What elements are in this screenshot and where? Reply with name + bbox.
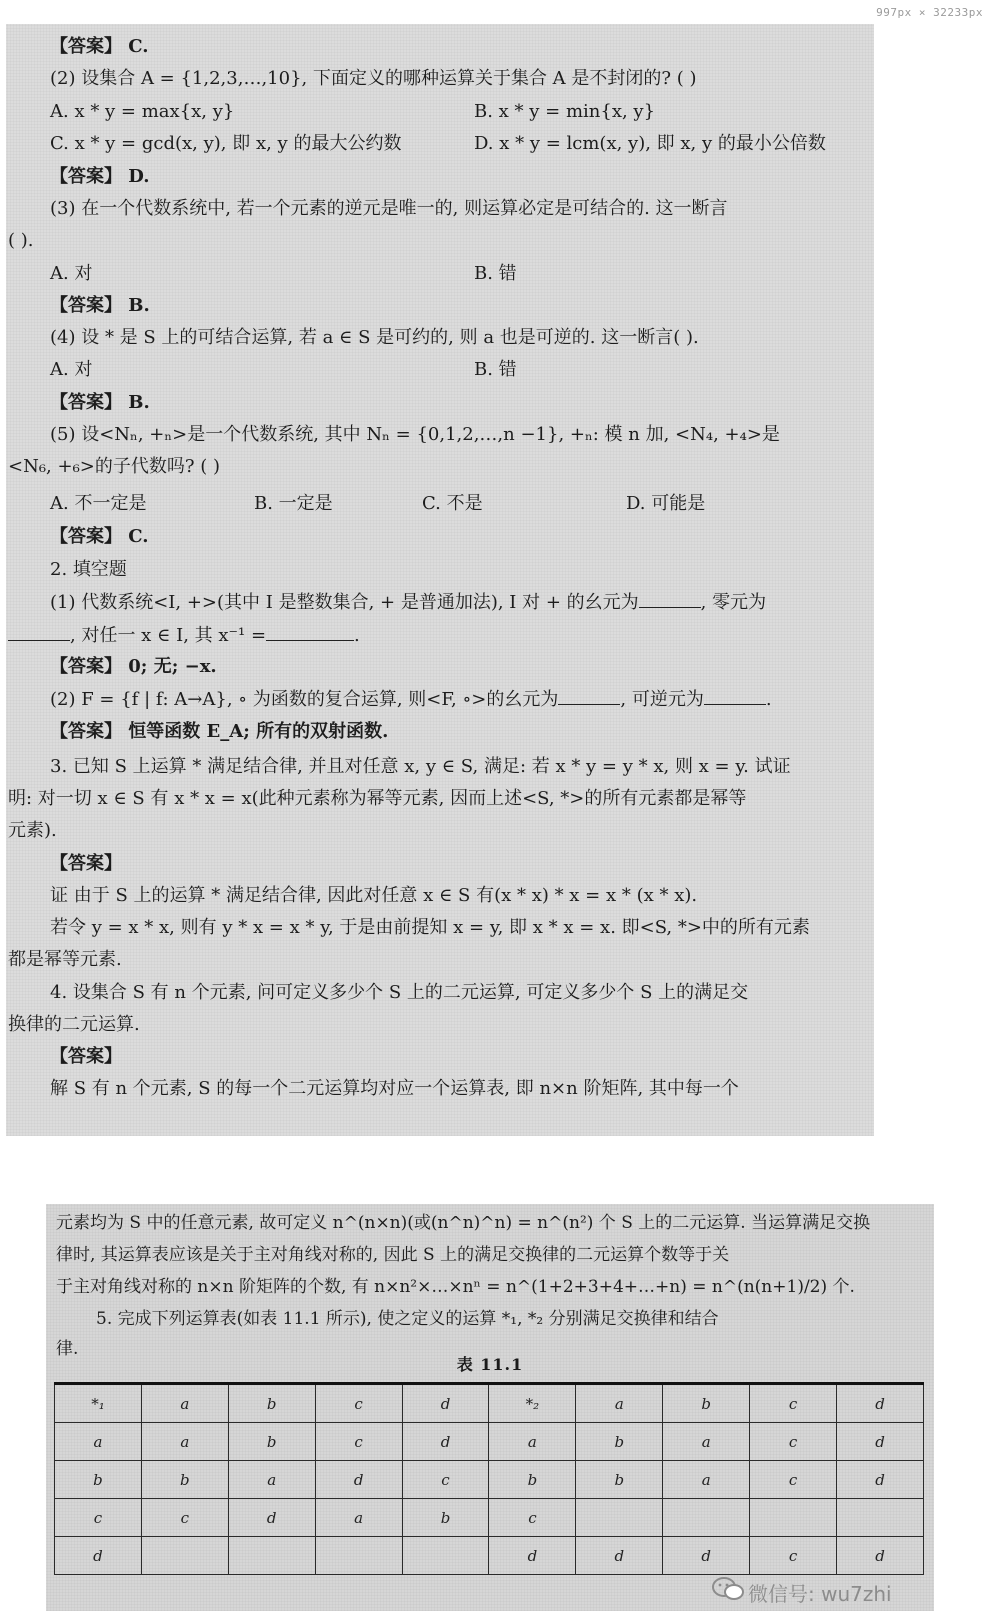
table-cell <box>228 1537 315 1575</box>
table-cell: c <box>141 1499 228 1537</box>
proof-line-1: 证 由于 S 上的运算 * 满足结合律, 因此对任意 x ∈ S 有(x * x) * x = x * (x * x). <box>50 885 698 906</box>
section-fill-blank: 2. 填空题 <box>50 559 127 580</box>
table-cell <box>837 1499 924 1537</box>
solution-line-3: 律时, 其运算表应该是关于主对角线对称的, 因此 S 上的满足交换律的二元运算个数等于关 <box>56 1245 730 1265</box>
fill-question-1-cont <box>8 624 360 647</box>
fill-question-1 <box>50 591 766 614</box>
answer-q3: 【答案】 <box>50 853 122 874</box>
fill-answer-1: 【答案】 0; 无; −x. <box>50 656 217 677</box>
table-cell: a <box>576 1384 663 1423</box>
table-cell: c <box>489 1499 576 1537</box>
table-cell: b <box>576 1461 663 1499</box>
table-cell: *₁ <box>55 1384 142 1423</box>
table-cell: d <box>228 1499 315 1537</box>
question-4: (4) 设 * 是 S 上的可结合运算, 若 a ∈ S 是可约的, 则 a 也是可逆的. 这一断言( ). <box>50 327 699 348</box>
question-5-table-cont: 律. <box>56 1339 79 1359</box>
option-4a: A. 对 <box>50 359 93 380</box>
fill-1-text-c: , 对任一 x ∈ I, 其 x⁻¹ = <box>70 625 267 646</box>
option-3a: A. 对 <box>50 263 93 284</box>
table-cell <box>315 1537 402 1575</box>
option-5c: C. 不是 <box>422 493 483 514</box>
table-title: 表 11.1 <box>456 1355 524 1374</box>
option-2d: D. x * y = lcm(x, y), 即 x, y 的最小公倍数 <box>474 133 826 154</box>
solution-line-2: 元素均为 S 中的任意元素, 故可定义 n^(n×n)(或(n^n)^n) = n^(n²) 个 S 上的二元运算. 当运算满足交换 <box>56 1213 871 1233</box>
table-row <box>55 1423 924 1461</box>
fill-2-text-c: . <box>765 689 772 710</box>
table-cell: d <box>489 1537 576 1575</box>
table-cell: d <box>837 1537 924 1575</box>
answer-4: 【答案】 B. <box>50 392 150 413</box>
question-2: (2) 设集合 A = {1,2,3,…,10}, 下面定义的哪种运算关于集合 A 是不封闭的? ( ) <box>50 68 697 89</box>
table-cell: b <box>489 1461 576 1499</box>
table-cell: b <box>141 1461 228 1499</box>
table-cell: d <box>663 1537 750 1575</box>
question-3-proof-cont: 明: 对一切 x ∈ S 有 x * x = x(此种元素称为幂等元素, 因而上述<S, *>的所有元素都是幂等 <box>8 788 747 809</box>
fill-question-2 <box>50 688 772 711</box>
blank-identity <box>639 591 701 608</box>
table-cell: d <box>315 1461 402 1499</box>
table-cell: a <box>228 1461 315 1499</box>
table-cell: a <box>489 1423 576 1461</box>
table-cell: d <box>402 1423 489 1461</box>
proof-line-3: 都是幂等元素. <box>8 949 122 970</box>
table-cell: a <box>663 1423 750 1461</box>
solution-line-1: 解 S 有 n 个元素, S 的每一个二元运算均对应一个运算表, 即 n×n 阶矩阵, 其中每一个 <box>50 1078 739 1099</box>
blank-zero <box>8 624 70 641</box>
option-2a: A. x * y = max{x, y} <box>50 101 235 122</box>
table-cell: b <box>402 1499 489 1537</box>
question-4-count: 4. 设集合 S 有 n 个元素, 问可定义多少个 S 上的二元运算, 可定义多少个 S 上的满足交 <box>50 982 749 1003</box>
image-dimension-label: 997px × 32233px <box>876 6 983 19</box>
proof-line-2: 若令 y = x * x, 则有 y * x = x * y, 于是由前提知 x = y, 即 x * x = x. 即<S, *>中的所有元素 <box>50 917 810 938</box>
answer-3: 【答案】 B. <box>50 295 150 316</box>
table-cell: c <box>750 1537 837 1575</box>
table-cell <box>402 1537 489 1575</box>
question-3-proof-cont2: 元素). <box>8 820 57 841</box>
table-cell: c <box>55 1499 142 1537</box>
option-4b: B. 错 <box>474 359 517 380</box>
watermark-text: 微信号: wu7zhi <box>748 1582 892 1606</box>
table-row <box>55 1461 924 1499</box>
option-5a: A. 不一定是 <box>50 493 147 514</box>
table-cell: d <box>837 1461 924 1499</box>
answer-2: 【答案】 D. <box>50 166 150 187</box>
solution-line-4: 于主对角线对称的 n×n 阶矩阵的个数, 有 n×n²×…×nⁿ = n^(1+2+3+4+…+n) = n^(n(n+1)/2) 个. <box>56 1277 855 1297</box>
table-cell: a <box>141 1384 228 1423</box>
table-cell: c <box>315 1384 402 1423</box>
question-3: (3) 在一个代数系统中, 若一个元素的逆元是唯一的, 则运算必定是可结合的. 这一断言 <box>50 198 728 219</box>
option-5d: D. 可能是 <box>626 493 706 514</box>
operation-table <box>54 1382 924 1575</box>
table-cell <box>576 1499 663 1537</box>
fill-2-text-b: , 可逆元为 <box>620 689 704 710</box>
table-cell: d <box>837 1423 924 1461</box>
question-3-cont: ( ). <box>8 230 34 251</box>
fill-1-text-b: , 零元为 <box>700 592 767 613</box>
table-header-row <box>55 1384 924 1423</box>
table-row <box>55 1537 924 1575</box>
table-cell <box>750 1499 837 1537</box>
table-cell: d <box>402 1384 489 1423</box>
table-cell: d <box>837 1384 924 1423</box>
option-5b: B. 一定是 <box>254 493 333 514</box>
answer-5: 【答案】 C. <box>50 526 149 547</box>
table-cell: a <box>55 1423 142 1461</box>
table-cell: *₂ <box>489 1384 576 1423</box>
question-4-count-cont: 换律的二元运算. <box>8 1014 140 1035</box>
fill-1-text-d: . <box>354 625 360 646</box>
scanned-page-top <box>6 24 874 1136</box>
scanned-page-bottom <box>46 1204 934 1611</box>
table-cell: b <box>55 1461 142 1499</box>
table-cell: b <box>228 1423 315 1461</box>
wechat-bubble-icon <box>712 1576 744 1602</box>
table-cell: c <box>750 1384 837 1423</box>
table-row <box>55 1499 924 1537</box>
fill-2-text-a: (2) F = {f | f: A→A}, ∘ 为函数的复合运算, 则<F, ∘>的幺元为 <box>50 689 559 710</box>
table-cell: b <box>663 1384 750 1423</box>
answer-q4: 【答案】 <box>50 1046 122 1067</box>
table-cell: d <box>55 1537 142 1575</box>
answer-1: 【答案】 C. <box>50 36 149 57</box>
table-cell: a <box>663 1461 750 1499</box>
table-cell: c <box>315 1423 402 1461</box>
question-3-proof: 3. 已知 S 上运算 * 满足结合律, 并且对任意 x, y ∈ S, 满足: 若 x * y = y * x, 则 x = y. 试证 <box>50 756 791 777</box>
table-cell: b <box>228 1384 315 1423</box>
fill-answer-2: 【答案】 恒等函数 E_A; 所有的双射函数. <box>50 721 389 742</box>
fill-1-text-a: (1) 代数系统<I, +>(其中 I 是整数集合, + 是普通加法), I 对 + 的幺元为 <box>50 592 639 613</box>
blank-invertible <box>704 688 766 705</box>
table-cell: b <box>576 1423 663 1461</box>
blank-f-identity <box>558 688 620 705</box>
table-cell: a <box>141 1423 228 1461</box>
table-cell: c <box>750 1461 837 1499</box>
question-5-table: 5. 完成下列运算表(如表 11.1 所示), 使之定义的运算 *₁, *₂ 分别满足交换律和结合 <box>96 1309 719 1329</box>
question-5-cont: <N₆, +₆>的子代数吗? ( ) <box>8 456 221 477</box>
option-3b: B. 错 <box>474 263 517 284</box>
option-2c: C. x * y = gcd(x, y), 即 x, y 的最大公约数 <box>50 133 402 154</box>
table-cell <box>141 1537 228 1575</box>
table-cell: c <box>402 1461 489 1499</box>
table-cell: d <box>576 1537 663 1575</box>
question-5: (5) 设<Nₙ, +ₙ>是一个代数系统, 其中 Nₙ = {0,1,2,…,n −1}, +ₙ: 模 n 加, <N₄, +₄>是 <box>50 424 780 445</box>
table-cell <box>663 1499 750 1537</box>
option-2b: B. x * y = min{x, y} <box>474 101 656 122</box>
table-cell: c <box>750 1423 837 1461</box>
blank-inverse <box>266 624 354 641</box>
table-cell: a <box>315 1499 402 1537</box>
